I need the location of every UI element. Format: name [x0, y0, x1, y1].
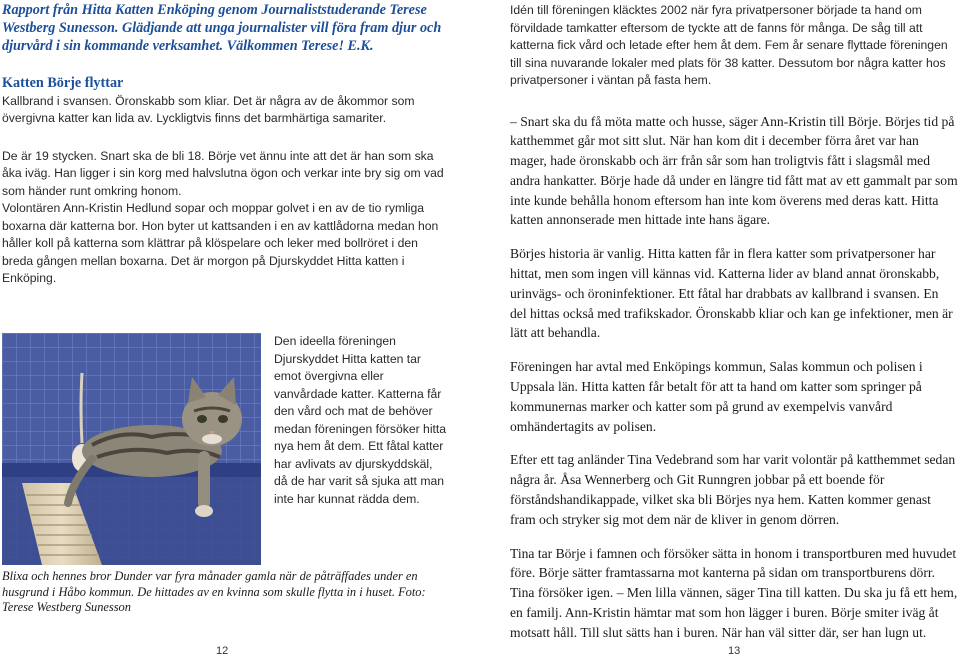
right-paragraph-6: Tina tar Börje i famnen och försöker sätta in honom i transportburen med huvudet före. Börje sätter framtassarna mot kanterna på sidan om transportburens dörr. Tina försöker igen. – Men lilla vännen, säger Tina till katten. Du ska ju få ett hem, en familj. Ann-Kristin hämtar mat som hon lägger i buren. Börje smiter iväg åt motsatt håll. Till slut sätts han i buren. När han väl sitter där, ser han lugn ut. — [510, 545, 958, 640]
left-column — [2, 2, 449, 288]
page-number-left: 12 — [216, 645, 229, 657]
left-paragraph-3: Volontären Ann-Kristin Hedlund sopar och moppar golvet i en av de tio rymliga boxarna där katterna bor. Hon byter ut kattsanden i en av kattlådorna medan hon håller koll på katterna som klättrar på klöspelare och leker med bollröret i den breda gången mellan boxarna. Det är morgon på Djurskyddet Hitta katten i Enköping. — [2, 201, 439, 286]
left-paragraph-1: Kallbrand i svansen. Öronskabb som kliar. Det är några av de åkommor som övergivna katter kan lida av. Lyckligtvis finns det barmhärtiga samariter. — [2, 93, 415, 126]
right-paragraph-1: Idén till föreningen kläcktes 2002 när fyra privatpersoner började ta hand om förvildade tamkatter eftersom de tyckte att de fanns för många. De såg till att katterna fick vård och letade efter hem åt dem. Fem år senare flyttade föreningen till sina nuvarande lokaler med plats för 38 katter. Dessutom bor några katter hos privatpersoner i väntan på fasta hem. — [510, 3, 948, 87]
right-paragraph-2: – Snart ska du få möta matte och husse, säger Ann-Kristin till Börje. Börjes tid på katthemmet går mot sitt slut. När han kom dit i december förra året var han mager, hade öronskabb och ärr från sår som han troligtvis fått i slagsmål med andra hankatter. Börje hade då under en längre tid fått mat av ett gammalt par som inte kunde behålla honom eftersom han inte kom överens med deras katt. Hitta katten annonserade men hittade inte hans ägare. — [510, 113, 958, 228]
sidebar-caption: Den ideella föreningen Djurskyddet Hitta katten tar emot övergivna eller vanvårdade katter. Katterna får den vård och mat de behöver medan föreningen försöker hitta nya hem åt dem. Ett fåtal katter har avlivats av djurskyddskäl, då de har varit så sjuka att man inte har kunnat rädda dem. — [274, 334, 447, 506]
cat-photo-illustration — [2, 333, 261, 565]
intro-text: Rapport från Hitta Katten Enköping genom Journaliststuderande Terese Westberg Sunesson. Glädjande att unga journalister vill föra fram djur och djurvård i sin kommande verksamhet. Välkommen Terese! E.K. — [2, 2, 442, 54]
left-paragraph-2: De är 19 stycken. Snart ska de bli 18. Börje vet ännu inte att det är han som ska åka iväg. Han ligger i sin korg med halvslutna ögon och verkar inte bry sig om vad som händer runt omkring honom. — [2, 148, 444, 198]
article-heading: Katten Börje flyttar — [2, 74, 124, 91]
page-number-right: 13 — [728, 645, 741, 657]
right-paragraph-4: Föreningen har avtal med Enköpings kommun, Salas kommun och polisen i Uppsala län. Hitta katten får betalt för att ta hand om katter som springer på kommunernas marker och katter som på grund av exempelvis vanvård omhändertagits av polisen. — [510, 359, 923, 434]
cat-photo — [2, 333, 261, 565]
right-paragraph-3: Börjes historia är vanlig. Hitta katten får in flera katter som privatpersoner har hittat, men som ingen vill kännas vid. Katterna lider av bland annat öronskabb, urinvägs- och öroninfektioner. Ett fåtal har drabbats av kallbrand i svansen. En del hittas också med trafikskador. Öronskabb kliar och kan ge infektioner, men är lätt att behandla. — [510, 246, 953, 341]
right-paragraph-5: Efter ett tag anländer Tina Vedebrand som har varit volontär på katthemmet sedan några år. Åsa Wennerberg och Git Runngren jobbar på ett boende för förståndshandikappade, vilket ska bli Börjes nya hem. Katten kommer genast fram och stryker sig mot dem när de kliver in genom dörren. — [510, 452, 956, 527]
right-column — [510, 2, 958, 643]
photo-caption: Blixa och hennes bror Dunder var fyra månader gamla när de påträffades under en husgrund i Håbo kommun. De hittades av en kvinna som skulle flytta in i huset. Foto: Terese Westberg Sunesson — [2, 569, 426, 615]
